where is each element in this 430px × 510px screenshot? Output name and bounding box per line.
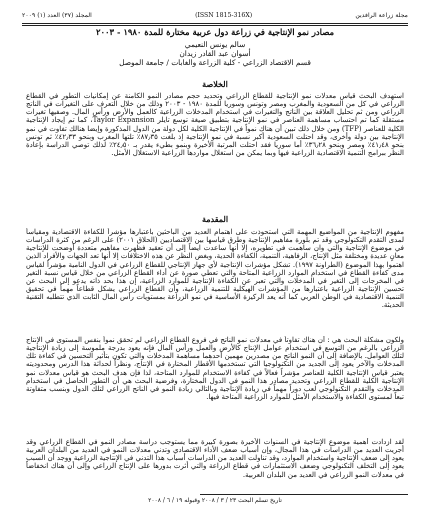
volume-issue-year: المجلد (٣٧) العدد (١) ٢٠٠٩ <box>22 11 92 19</box>
journal-header <box>22 8 408 22</box>
received-accepted-dates: تاريخ تسلم البحث ٢٣ / ٣ / ٢٠٠٨ وقبوله ١٩ / ٦ / ٢٠٠٨ <box>148 497 282 504</box>
header-rule-double <box>22 25 408 26</box>
journal-issn: (ISSN 1815-316X) <box>195 11 253 19</box>
journal-name: مجلة زراعة الرافدين <box>355 11 408 19</box>
abstract-text: استهدف البحث قياس معدلات نمو الإنتاجية للقطاع الزراعي وتحديد حجم مصادر النمو الكامنة عن إمكانيات التطور في القطاع الزراعي في كل من السعودية والمغرب ومصر وتونس وسوريا للمدة ١٩٨٠ - ٢٠٠٣ وذلك من خلال التعرف على التغيرات في الناتج الزراعي ومن ثم تحليل العلاقة بين الناتج والتغيرات في استخدام المدخلات الزراعية كالعمل والأرض ورأس المال. وصفيها تغيرات مستقلة كما تم احتساب مساهمة العناصر في نمو الإنتاجية بتطبيق صيغة توسع تايلر Taylor Expansion، كما تم إيجاد الإنتاجية الكلية للعناصر (TFP) ومن خلال ذلك تبين أن هناك نمواً في الإنتاجية الكلية لكل دولة من الدول المذكورة وإيضا هنالك تفاوت في نمو الإنتاجية بين دولة وأخرى، وقد احتلت السعودية أكبر نسبة في نمو الإنتاجية إذ بلغت ٨٧٫٣٥٪ تلتها المغرب وبنحو ٤٢٫٣٣٪ ثم تونس بنحو ٤١٫٤٨٪ ومصر وبنحو ٣٦٫٢٨٪ أما سوريا فقد احتلت المرتبة الأخيرة وبنمو بطيء يقدر بـ ٢٤٫٥٠٪ لذلك توصي الدراسة بإعادة النظر ببرامج التنمية الاقتصادية الزراعية فيها وبما يمكن من استغلال مواردها الزراعية الاستغلال الأمثل. <box>26 92 404 158</box>
intro-paragraph-2: ولكون مشكلة البحث هي : أن هناك تفاوتاً في معدلات نمو الناتج في فروع القطاع الزراعي لم تحقق نمواً بنفس المستوى في الإنتاج الزراعي بالرغم من التوسع في استخدام عوامل الإنتاج كالأرض والعمل ورأس المال فإنه يعود بدرجة ملموسة إلى زيادة الإنتاجية لتلك العوامل. بالإضافة إلى أن النمو الناتج من مصدرين مهمين أحدهما مساهمة المدخلات والتي تكون بتأثير التحسين في كفاءة تلك المدخلات والآخر يعود إلى الجديد من التكنولوجيا التي تستخدمها الأقطار المختارة في الإنتاج، ونظراً لحداثة هذا الدرس ومحدوديته يعتبر قياس الإنتاجية الكلية للعناصر مؤشراً فعالاً في كفاءة الاستخدام للموارد المتاحة، لذا فإن هدف البحث هو قياس معدلات نمو الإنتاجية الكلية للقطاع الزراعي وتحديد مصادر هذا النمو في الدول المختارة، وفرضية البحث هي أن التطور الحاصل في استخدام المدخلات والتقدم التكنولوجي لعب دوراً مهماً في زيادة الإنتاجية وبالتالي زيادة النمو في الناتج الزراعي لتلك الدول وبنسب متفاوتة تبعاً لمستوى الكفاءة والاستخدام الأمثل للموارد الزراعية المتاحة فيها. <box>26 336 404 402</box>
author-primary: سالم يونس النعيمي <box>184 40 246 49</box>
article-title: مصادر نمو الإنتاجية في زراعة دول عربية مختارة للمدة ١٩٨٠ - ٢٠٠٣ <box>96 27 334 37</box>
abstract-heading: الخلاصة <box>202 79 228 89</box>
footer-rule <box>200 494 408 495</box>
header-rule <box>22 23 408 24</box>
introduction-heading: المقدمة <box>201 214 229 224</box>
intro-paragraph-1: مفهوم الإنتاجية من المواضيع المهمة التي استحوذت على اهتمام العديد من الباحثين باعتبارها مؤشراً للكفاءة الاقتصادية ومقياساً لمدى التقدم التكنولوجي وقد تم بلورة مفاهيم الإنتاجية وطرق قياسها بين الاقتصاديين (الحلاق ٢٠٠١) على الرغم من كثرة الدراسات في موضوع الإنتاجية والتي وان ساهمت في تطويره، إلا أنها ساعدت ايضاً إلى أن تعقيد فظهرت مفاهيم متعددة أوضحت للإنتاجية معانٍ عديدة ومختلفة مثل الإنتاج، الرفاهية، التنمية، الكفاءة الحدية، وبغض النظر عن هذه الاختلافات إلا أنها تعد الجهات والأفراد الذين اهتموا بهذا الموضوع (الطراونة ١٩٩٧). تشكل مؤشرات الإنتاجية لأي جهاز الإنتاجي للقطاع الزراعي في الدول النامية مؤشراً لقياس مدى كفاءة القطاع في استخدام الموارد الزراعية المتاحة والتي تعطي صورة عن أداء القطاع الزراعي من خلال قياس نسبة التغير في المخرجات إلى التغير في المدخلات والتي تعبر عن الكفاءة الإنتاجية للموارد الزراعية، إن هذا بحد ذاته يدعو إلى البحث عن تحسين الإنتاجية الزراعية باعتبارها من المؤشرات الهيكلية للتنمية الزراعية، وأن القطاع الزراعي يشكل قطاعاً مهماً في تحقيق التنمية الاقتصادية في الوطن العربي كما أنه يعد الركيزة الأساسية في نمو الزراعة بمستويات رأس المال الثابت الذي تتطلبه التقنية الحديثة. <box>26 228 404 310</box>
author-secondary: أسوان عبد القادر زيدان <box>179 49 251 58</box>
author-affiliation: قسم الاقتصاد الزراعي - كلية الزراعة والغابات / جامعة الموصل <box>119 58 311 67</box>
intro-paragraph-3: لقد ازدادت أهمية موضوع الإنتاجية في السنوات الأخيرة بصورة كبيرة مما يستوجب دراسة مصادر النمو في القطاع الزراعي وقد أجريت العديد من الدراسات في هذا المجال، وإن أسباب ضعف الأداء الاقتصادي وتدني معدلات النمو في العديد من البلدان العربية يعود إلى ضعف الإنتاجية واستخدام الموارد، وقد تناولت العديد من الدراسات أسباب هذا التدني في الإنتاجية الزراعية ووجد أن السبب يعود إلى التخلف التكنولوجي وضعف الاستثمارات في قطاع الزراعة والتي أثرت بدورها على الإنتاج الزراعي وإلى أن هناك انخفاضاً في معدلات النمو الزراعي في العديد من البلدان العربية. <box>26 438 404 479</box>
